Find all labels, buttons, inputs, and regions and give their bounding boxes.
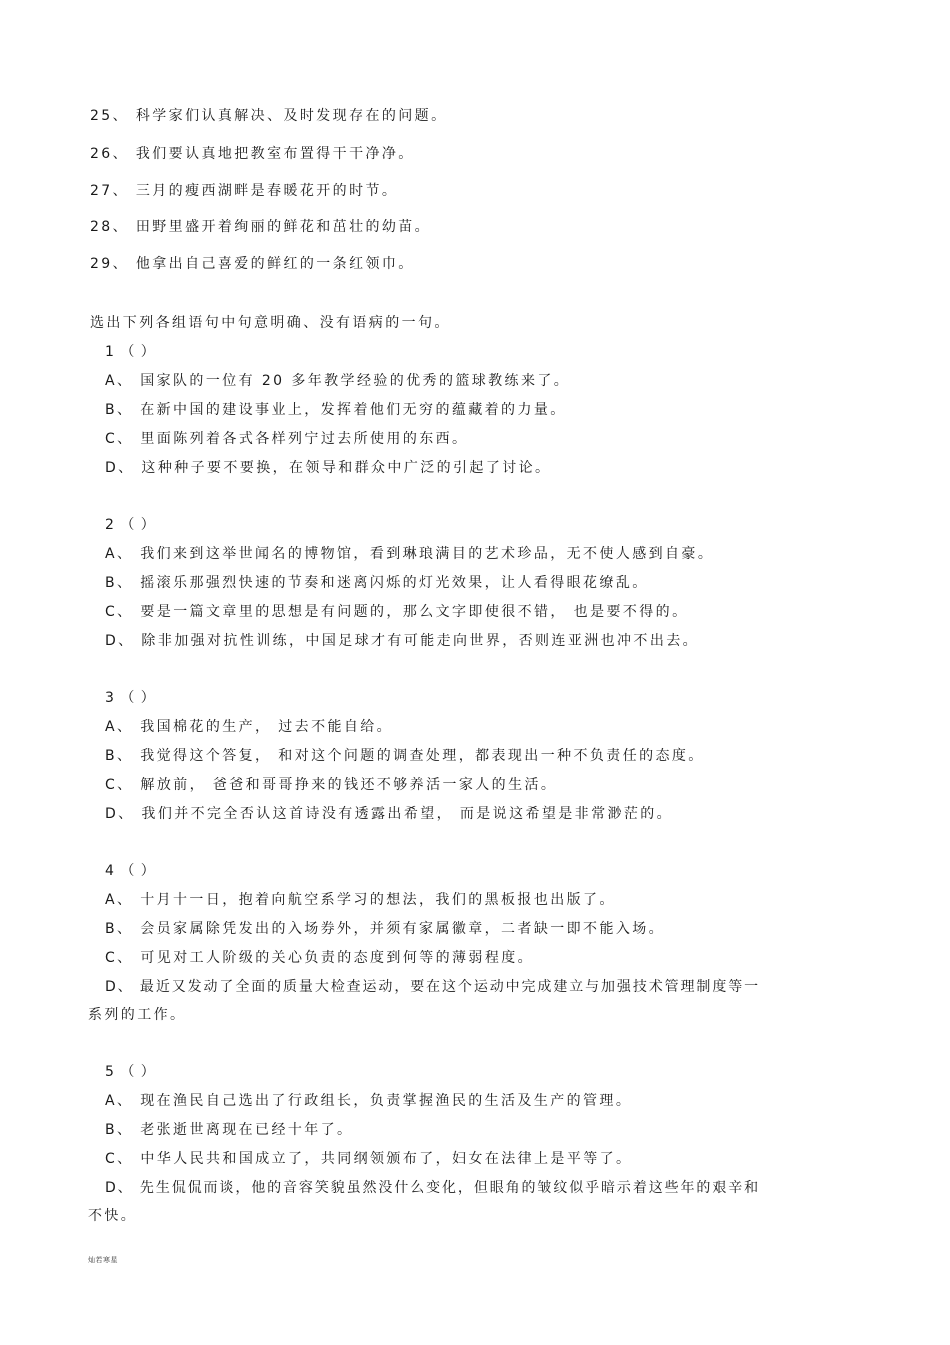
- question-5-option-c: C、 中华人民共和国成立了，共同纲领颁布了，妇女在法律上是平等了。: [105, 1151, 633, 1167]
- question-5-option-a: A、 现在渔民自己选出了行政组长，负责掌握渔民的生活及生产的管理。: [105, 1093, 633, 1109]
- sentence-29: 29、 他拿出自己喜爱的鲜红的一条红领巾。: [90, 256, 415, 272]
- question-5-option-d: D、 先生侃侃而谈，他的音容笑貌虽然没什么变化，但眼角的皱纹似乎暗示着这些年的艰辛和: [105, 1180, 761, 1196]
- question-3-option-d: D、 我们并不完全否认这首诗没有透露出希望， 而是说这希望是非常渺茫的。: [105, 806, 674, 822]
- question-3-option-c: C、 解放前， 爸爸和哥哥挣来的钱还不够养活一家人的生活。: [105, 777, 558, 793]
- question-1-option-c: C、 里面陈列着各式各样列宁过去所使用的东西。: [105, 431, 469, 447]
- question-1-option-b: B、 在新中国的建设事业上，发挥着他们无穷的蕴藏着的力量。: [105, 402, 567, 418]
- question-4-option-d: D、 最近又发动了全面的质量大检查运动，要在这个运动中完成建立与加强技术管理制度等一: [105, 979, 761, 995]
- footer-note: 灿若寒星: [88, 1256, 118, 1264]
- instruction-text: 选出下列各组语句中句意明确、没有语病的一句。: [90, 315, 451, 331]
- question-2-header: 2 （ ）: [105, 517, 156, 533]
- question-3-header: 3 （ ）: [105, 690, 156, 706]
- question-2-option-b: B、 摇滚乐那强烈快速的节奏和迷离闪烁的灯光效果，让人看得眼花缭乱。: [105, 575, 649, 591]
- question-4-option-a: A、 十月十一日，抱着向航空系学习的想法，我们的黑板报也出版了。: [105, 892, 616, 908]
- sentence-26: 26、 我们要认真地把教室布置得干干净净。: [90, 146, 415, 162]
- question-2-option-a: A、 我们来到这举世闻名的博物馆，看到琳琅满目的艺术珍品，无不使人感到自豪。: [105, 546, 715, 562]
- question-4-option-d-continued: 系列的工作。: [88, 1007, 187, 1023]
- question-2-option-c: C、 要是一篇文章里的思想是有问题的，那么文字即使很不错， 也是要不得的。: [105, 604, 689, 620]
- question-1-option-a: A、 国家队的一位有 20 多年教学经验的优秀的篮球教练来了。: [105, 373, 571, 389]
- question-1-header: 1 （ ）: [105, 344, 156, 360]
- question-3-option-b: B、 我觉得这个答复， 和对这个问题的调查处理，都表现出一种不负责任的态度。: [105, 748, 705, 764]
- question-4-header: 4 （ ）: [105, 863, 156, 879]
- question-5-option-b: B、 老张逝世离现在已经十年了。: [105, 1122, 354, 1138]
- question-3-option-a: A、 我国棉花的生产， 过去不能自给。: [105, 719, 394, 735]
- question-4-option-c: C、 可见对工人阶级的关心负责的态度到何等的薄弱程度。: [105, 950, 535, 966]
- question-2-option-d: D、 除非加强对抗性训练，中国足球才有可能走向世界，否则连亚洲也冲不出去。: [105, 633, 700, 649]
- question-5-option-d-continued: 不快。: [88, 1208, 138, 1224]
- sentence-27: 27、 三月的瘦西湖畔是春暖花开的时节。: [90, 183, 399, 199]
- question-5-header: 5 （ ）: [105, 1064, 156, 1080]
- question-4-option-b: B、 会员家属除凭发出的入场券外，并须有家属徽章，二者缺一即不能入场。: [105, 921, 666, 937]
- sentence-28: 28、 田野里盛开着绚丽的鲜花和茁壮的幼苗。: [90, 219, 432, 235]
- sentence-25: 25、 科学家们认真解决、及时发现存在的问题。: [90, 108, 448, 124]
- question-1-option-d: D、 这种种子要不要换，在领导和群众中广泛的引起了讨论。: [105, 460, 552, 476]
